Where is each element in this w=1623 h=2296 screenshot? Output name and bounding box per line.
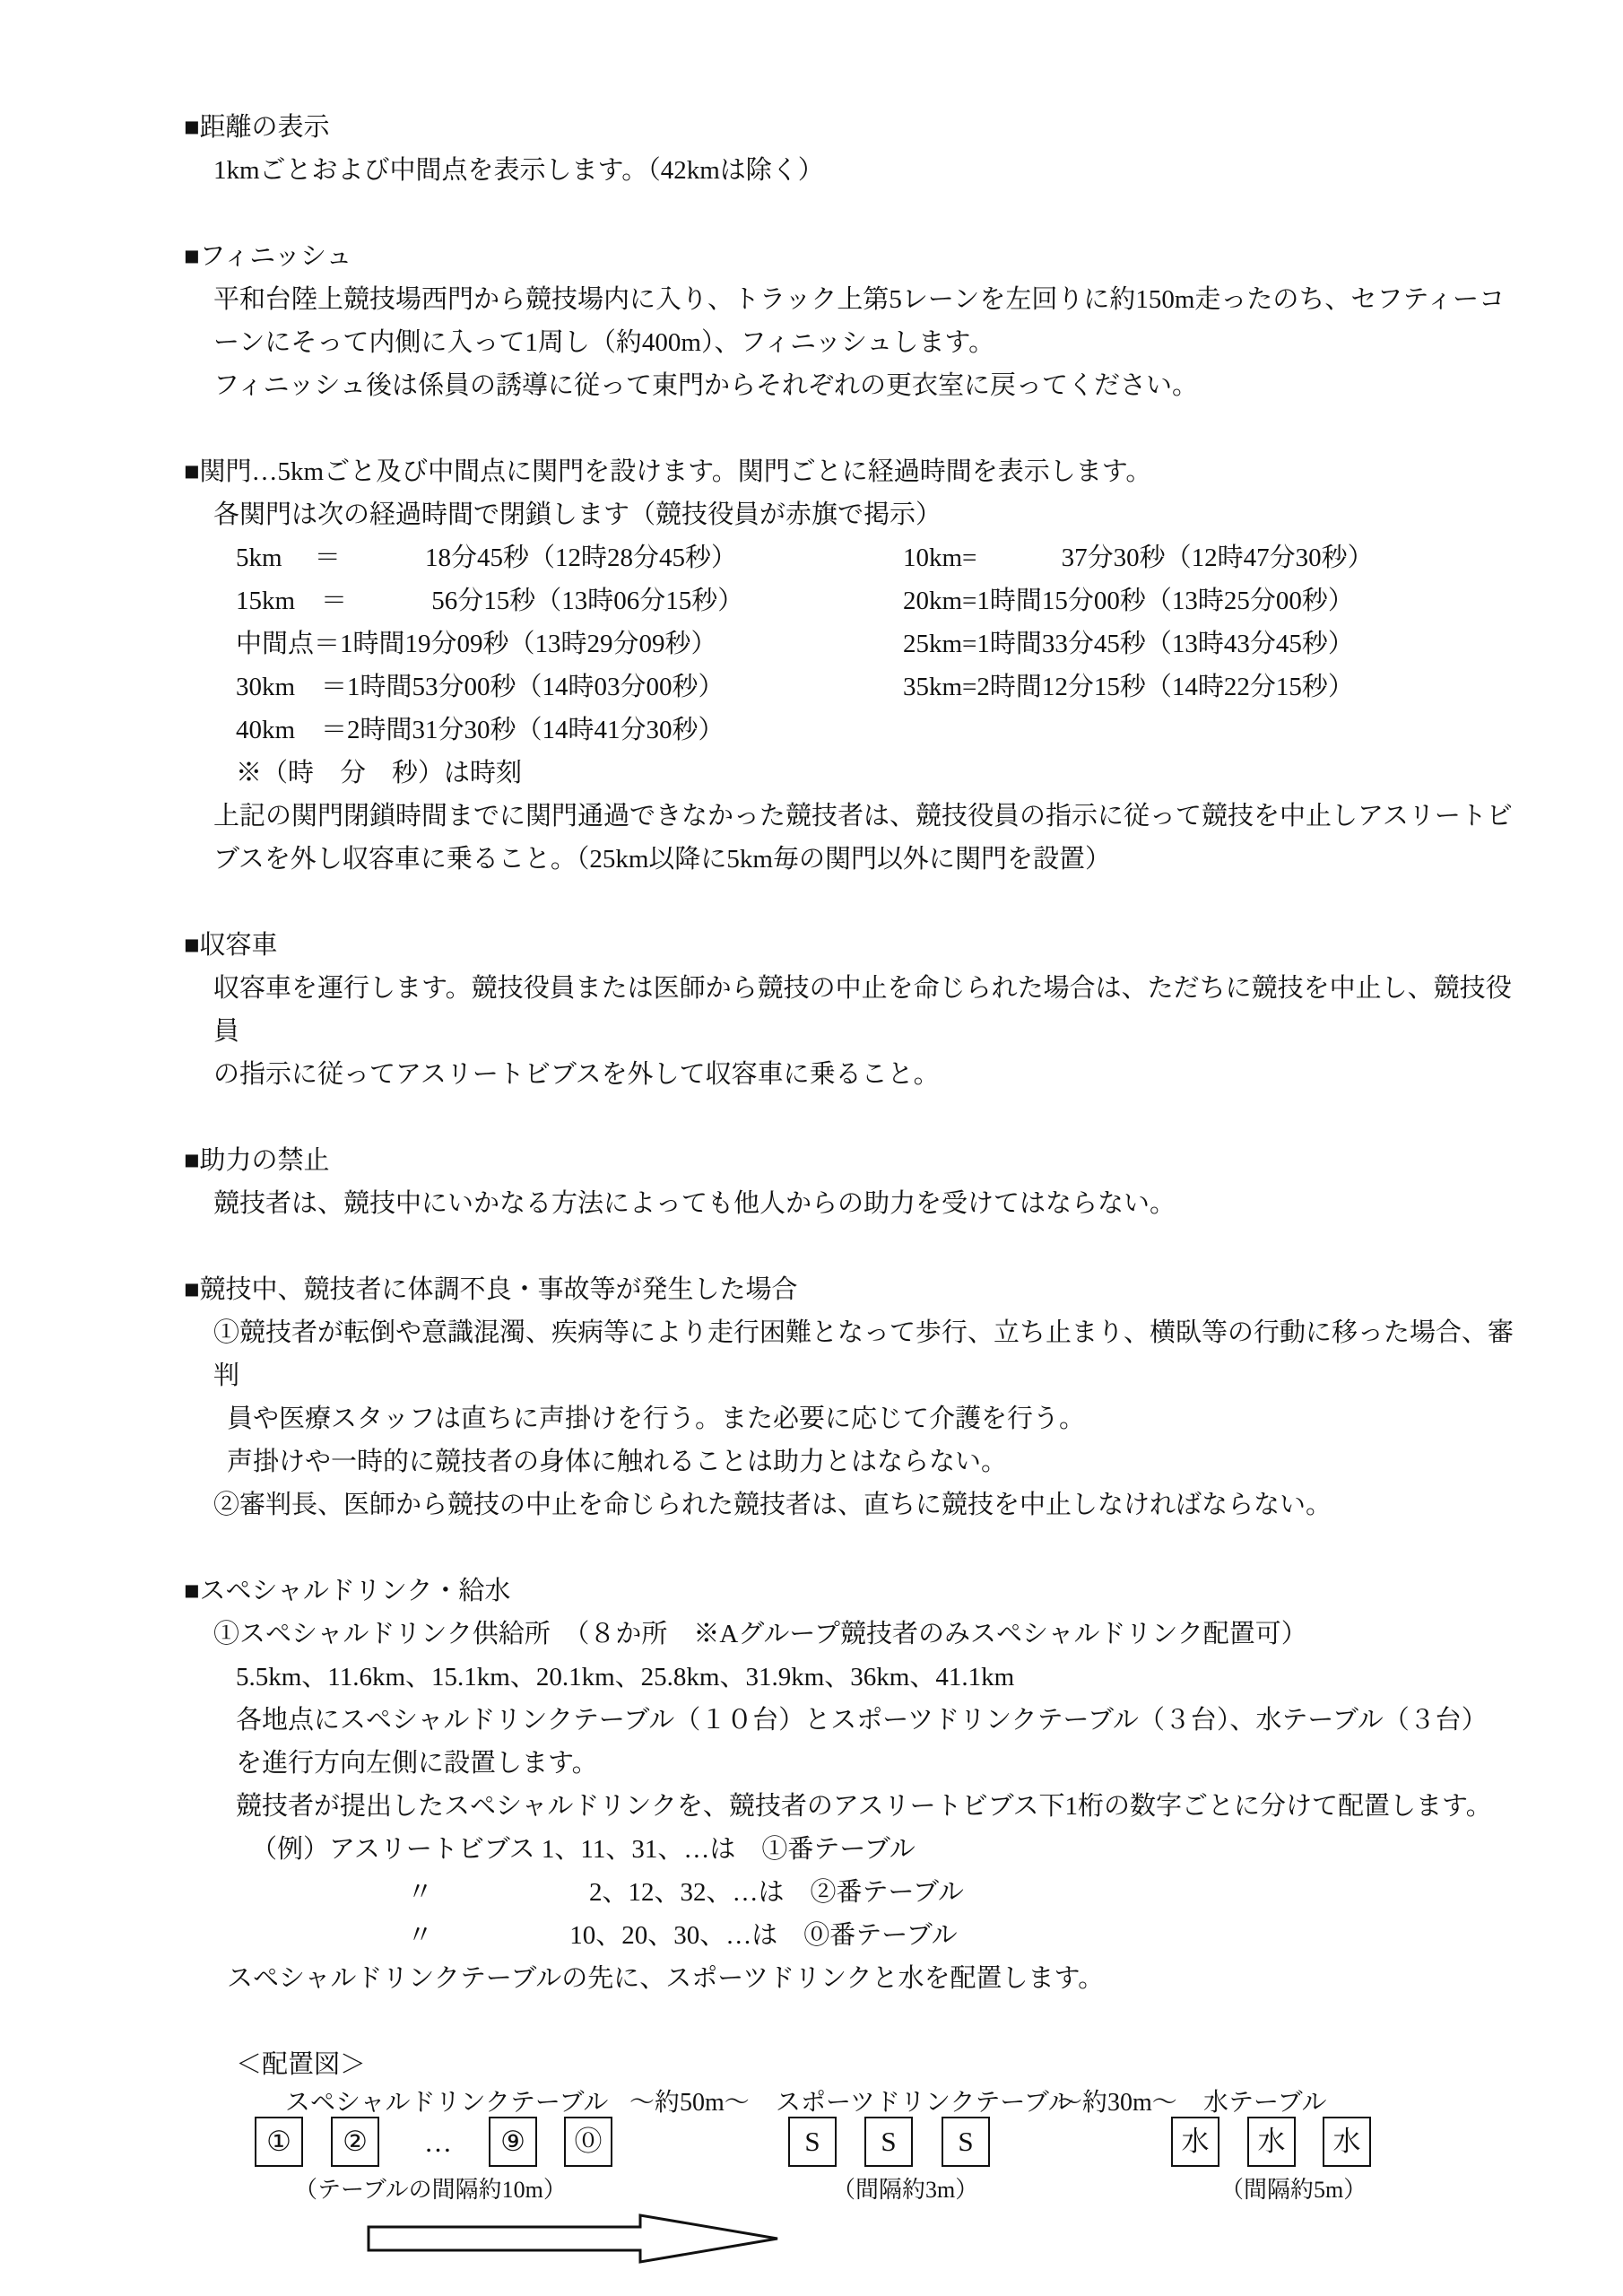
ellipsis-mark: … [424,2126,452,2158]
sports-table-caption: （間隔約3m） [832,2177,979,2203]
section-heading: ■フィニッシュ [184,242,352,271]
water-table-caption: （間隔約5m） [1220,2177,1367,2203]
numbered-item: ①競技者が転倒や意識混濁、疾病等により走行困難となって歩行、立ち止まり、横臥等の行動に移った場合、審判 [213,1318,1515,1390]
gap-50m-label: ～約50m～ [629,2089,750,2117]
water-table-box: 水 [1323,2117,1371,2167]
body-line: 収容車を運行します。競技役員または医師から競技の中止を命じられた場合は、ただちに競技を中止し、競技役員 [213,974,1512,1046]
diagram-title: ＜配置図＞ [236,2050,367,2079]
section-heading: ■距離の表示 [184,113,330,142]
special-table-box-1: ① [255,2117,303,2167]
example-line: 〃 10、20、30、…は ⓪番テーブル [251,1921,958,1950]
numbered-item: ②審判長、医師から競技の中止を命じられた競技者は、直ちに競技を中止しなければならない。 [213,1491,1332,1519]
sports-table-box: S [864,2117,913,2167]
checkpoint-row: 35km=2時間12分15秒（14時22分15秒） [903,673,1354,701]
special-table-caption: （テーブルの間隔約10m） [294,2177,567,2203]
body-line: 競技者が提出したスペシャルドリンクを、競技者のアスリートビブス下1桁の数字ごとに分けて配置します。 [236,1792,1492,1821]
section-assistance-prohibited [184,1139,1533,1225]
checkpoint-row: 15km ＝ 56分15秒（13時06分15秒） [236,587,744,615]
checkpoint-row: 30km ＝1時間53分00秒（14時03分00秒） [236,673,725,701]
section-heading: ■関門…5kmごと及び中間点に関門を設けます。関門ごとに経過時間を表示します。 [184,457,1152,486]
sports-drink-table-label: スポーツドリンクテーブル [776,2089,1073,2117]
body-line: 平和台陸上競技場西門から競技場内に入り、トラック上第5レーンを左回りに約150m走ったのち、セフティーコ [213,285,1506,314]
sports-table-box: S [788,2117,837,2167]
checkpoint-row: 25km=1時間33分45秒（13時43分45秒） [903,630,1354,658]
section-illness-accident [184,1268,1533,1526]
special-table-box-9: ⑨ [489,2117,537,2167]
special-drink-table-label: スペシャルドリンクテーブル [285,2089,609,2117]
example-line: 〃 2、12、32、…は ②番テーブル [251,1878,964,1907]
course-direction-arrow-icon [367,2212,784,2266]
water-table-box: 水 [1171,2117,1219,2167]
special-table-box-2: ② [331,2117,379,2167]
section-heading: ■収容車 [184,931,278,960]
body-line: 声掛けや一時的に競技者の身体に触れることは助力とはならない。 [227,1448,1008,1476]
section-pickup-vehicle [184,924,1533,1096]
checkpoint-row: 40km ＝2時間31分30秒（14時41分30秒） [236,716,725,744]
section-finish [184,235,1533,407]
example-line: （例）アスリートビブス 1、11、31、…は ①番テーブル [251,1835,916,1864]
water-table-label: 水テーブル [1203,2089,1327,2117]
body-line: を進行方向左側に設置します。 [236,1749,598,1778]
gap-30m-label: ～約30m～ [1057,2089,1177,2117]
sports-table-box: S [942,2117,990,2167]
body-line: 上記の関門閉鎖時間までに関門通過できなかった競技者は、競技役員の指示に従って競技を中止しアスリートビ [213,802,1513,831]
body-line: フィニッシュ後は係員の誘導に従って東門からそれぞれの更衣室に戻ってください。 [213,371,1198,400]
checkpoint-table-left-column [236,536,903,795]
checkpoint-table-right-column [903,536,1533,709]
body-line: 員や医療スタッフは直ちに声掛けを行う。また必要に応じて介護を行う。 [227,1405,1086,1433]
water-table-box: 水 [1247,2117,1296,2167]
section-heading: ■助力の禁止 [184,1146,330,1175]
body-line: ブスを外し収容車に乗ること。（25km以降に5km毎の関門以外に関門を設置） [213,845,1111,874]
body-line: 各地点にスペシャルドリンクテーブル（１０台）とスポーツドリンクテーブル（３台）、水テーブル（３台） [236,1706,1488,1735]
body-line: スペシャルドリンクテーブルの先に、スポーツドリンクと水を配置します。 [227,1964,1105,1993]
checkpoint-time-table [184,536,1533,795]
body-line: の指示に従ってアスリートビブスを外して収容車に乗ること。 [213,1060,940,1089]
numbered-item: ①スペシャルドリンク供給所 （８か所 ※Aグループ競技者のみスペシャルドリンク配置可） [213,1620,1307,1648]
body-line: 5.5km、11.6km、15.1km、20.1km、25.8km、31.9km、36km、41.1km [236,1663,1015,1692]
body-line: 競技者は、競技中にいかなる方法によっても他人からの助力を受けてはならない。 [213,1189,1176,1218]
section-heading: ■スペシャルドリンク・給水 [184,1577,511,1605]
body-line: 1kmごとおよび中間点を表示します。（42kmは除く） [213,156,824,185]
body-line: ーンにそって内側に入って1周し（約400m）、フィニッシュします。 [213,328,995,357]
section-layout-diagram [184,2043,1533,2281]
checkpoint-row: 20km=1時間15分00秒（13時25分00秒） [903,587,1354,615]
checkpoint-row: 5km ＝ 18分45秒（12時28分45秒） [236,544,738,572]
section-distance-display [184,106,1533,192]
checkpoint-row: 中間点＝1時間19分09秒（13時29分09秒） [236,630,717,658]
section-special-drinks [184,1570,1533,2000]
layout-diagram [184,2088,1533,2281]
section-checkpoints [184,450,1533,881]
section-heading: ■競技中、競技者に体調不良・事故等が発生した場合 [184,1275,798,1304]
special-table-box-0: ⓪ [564,2117,612,2167]
checkpoint-table-note: ※（時 分 秒）は時刻 [236,759,523,787]
body-line: 各関門は次の経過時間で閉鎖します（競技役員が赤旗で掲示） [213,500,942,529]
checkpoint-row: 10km= 37分30秒（12時47分30秒） [903,544,1374,572]
